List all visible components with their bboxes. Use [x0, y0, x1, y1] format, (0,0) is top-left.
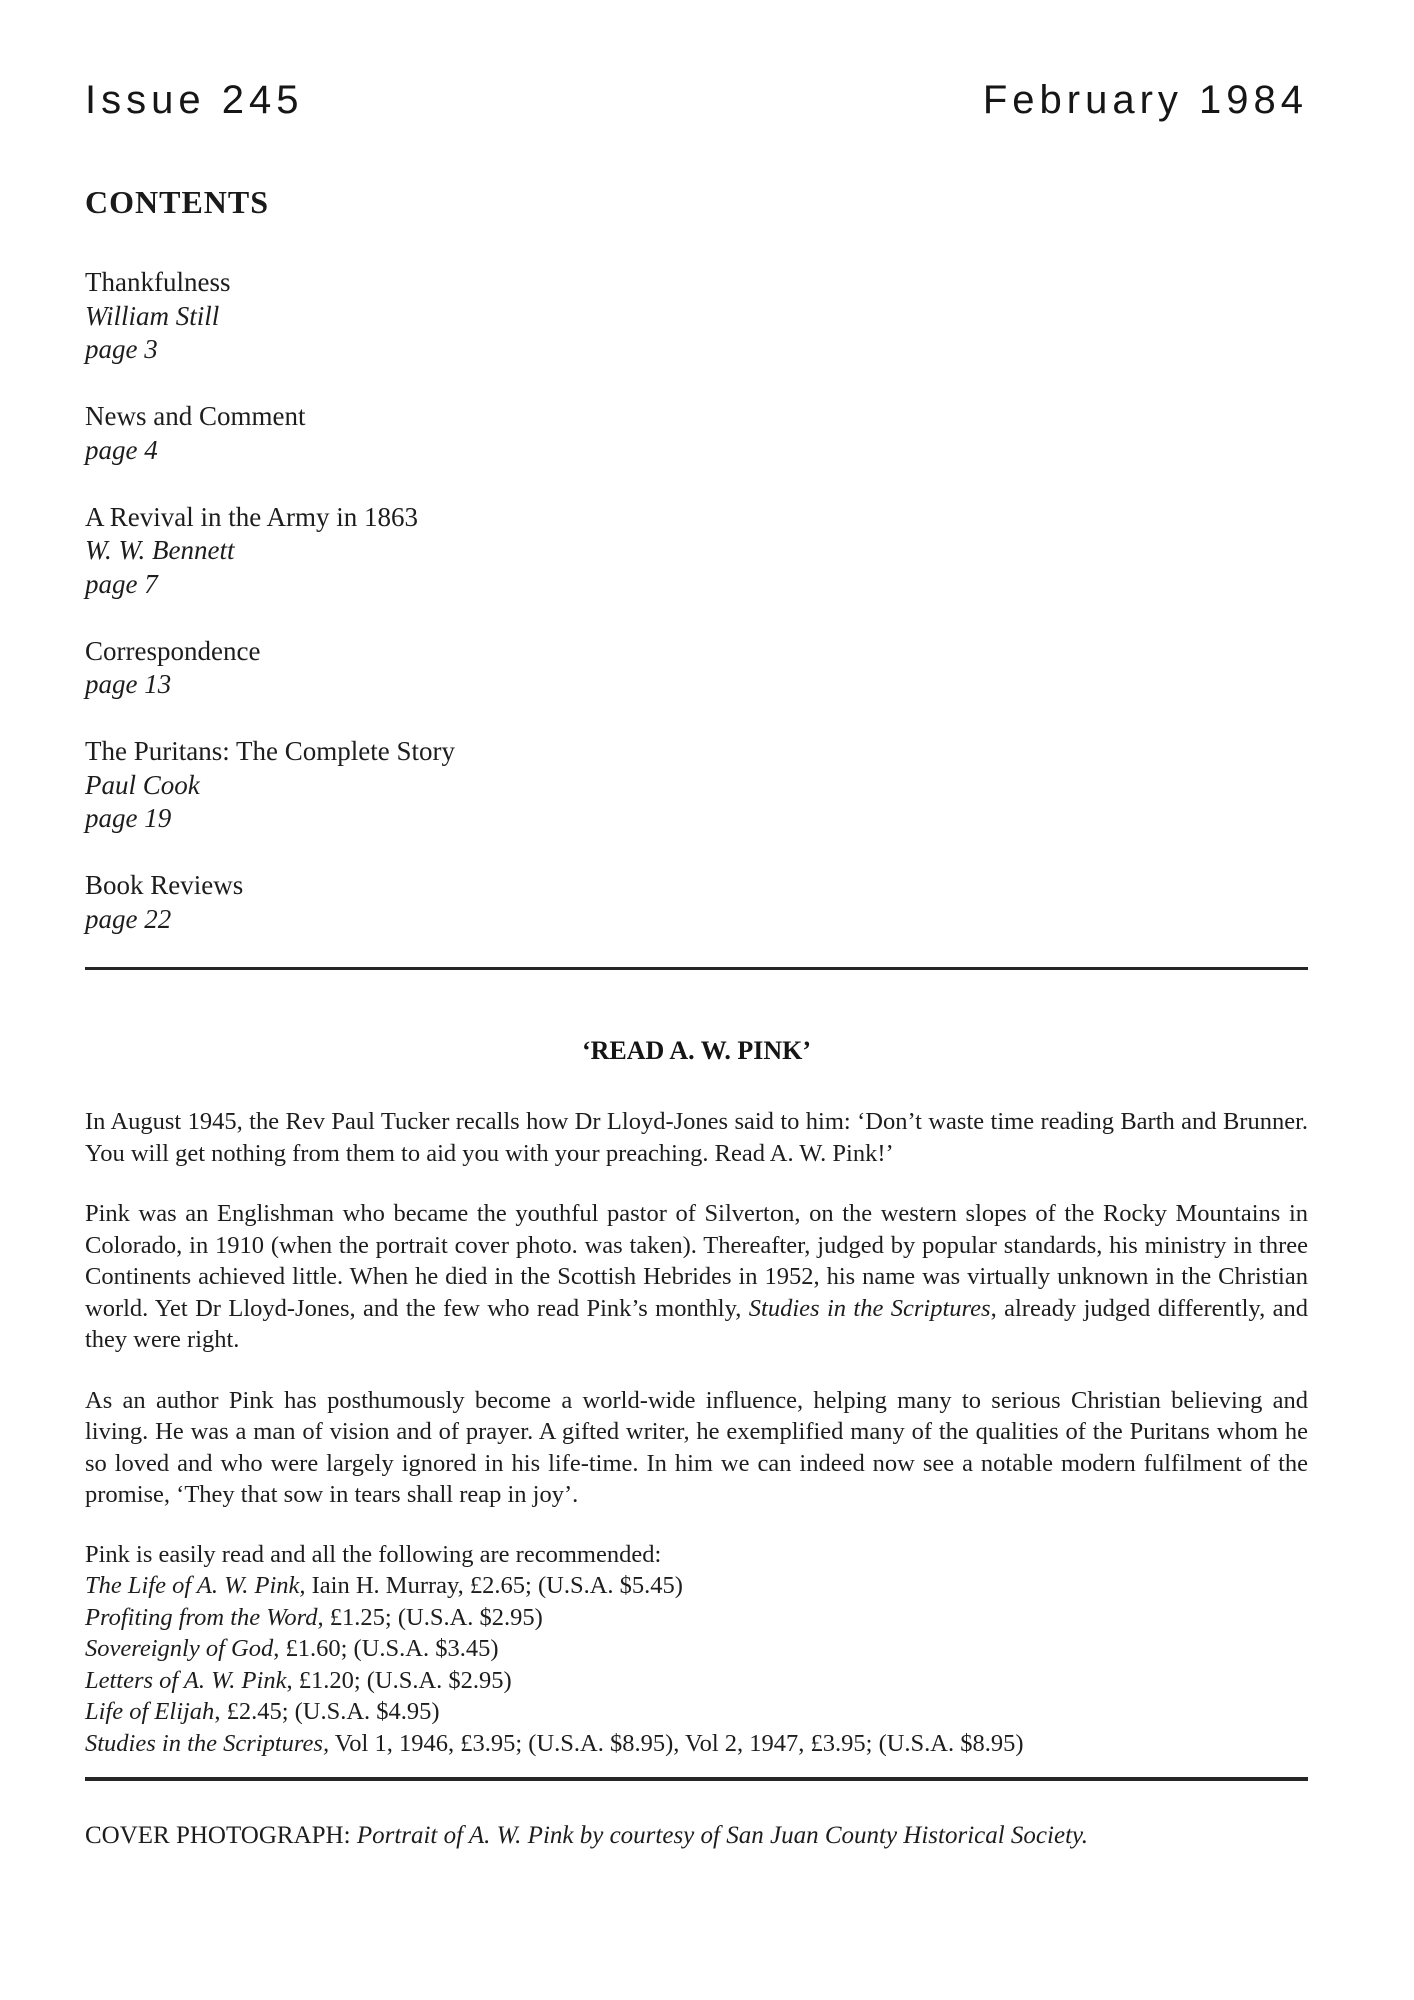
- masthead: [85, 78, 1308, 122]
- toc-entry-author: W. W. Bennett: [85, 535, 235, 565]
- article-paragraph: As an author Pink has posthumously become a world-wide influence, helping many to serious Christian believing and living. He was a man of vision and of prayer. A gifted writer, he exemplified many of the qualities of the Puritans whom he so loved and who were largely ignored in his life-time. In him we can indeed now see a notable modern fulfilment of the promise, ‘They that sow in tears shall reap in joy’.: [85, 1386, 1308, 1508]
- toc-entry: [85, 635, 1308, 702]
- book-item: Letters of A. W. Pink, £1.20; (U.S.A. $2.95): [85, 1666, 512, 1694]
- toc-entry-title: Correspondence: [85, 635, 261, 666]
- book-list-intro: Pink is easily read and all the following are recommended:: [85, 1540, 662, 1568]
- book-item: Life of Elijah, £2.45; (U.S.A. $4.95): [85, 1698, 440, 1725]
- book-item: The Life of A. W. Pink, Iain H. Murray, £2.65; (U.S.A. $5.45): [85, 1572, 683, 1599]
- toc-entry: [85, 501, 1308, 602]
- contents-heading: CONTENTS: [85, 184, 270, 220]
- toc-entry-title: Book Reviews: [85, 870, 244, 900]
- toc-entry-page: page 13: [85, 669, 172, 699]
- divider-rule-bottom: [85, 1777, 1308, 1781]
- book-item: Studies in the Scriptures, Vol 1, 1946, £3.95; (U.S.A. $8.95), Vol 2, 1947, £3.95; (U.S.A. $8.95): [85, 1729, 1024, 1757]
- toc-entry: [85, 400, 1308, 467]
- book-item: Profiting from the Word, £1.25; (U.S.A. $2.95): [85, 1603, 543, 1631]
- toc-entry: [85, 735, 1308, 836]
- toc-entry-title: The Puritans: The Complete Story: [85, 736, 455, 766]
- issue-number: Issue 245: [85, 78, 304, 122]
- book-item: Sovereignly of God, £1.60; (U.S.A. $3.45): [85, 1635, 499, 1662]
- recommended-books-list: [85, 1539, 1308, 1760]
- article-paragraph: In August 1945, the Rev Paul Tucker recalls how Dr Lloyd-Jones said to him: ‘Don’t waste time reading Barth and Brunner. You will get nothing from them to aid you with your preaching. Read A. W. Pink!’: [85, 1108, 1308, 1167]
- issue-date: February 1984: [982, 78, 1308, 122]
- toc-entry-page: page 4: [85, 434, 158, 465]
- cover-photograph-credit: COVER PHOTOGRAPH: Portrait of A. W. Pink by courtesy of San Juan County Historical Society.: [85, 1822, 1088, 1849]
- table-of-contents: [85, 266, 1308, 936]
- article-paragraph: Pink was an Englishman who became the youthful pastor of Silverton, on the western slopes of the Rocky Mountains in Colorado, in 1910 (when the portrait cover photo. was taken). Thereafter, judged by popular standards, his ministry in three Continents achieved little. When he died in the Scottish Hebrides in 1952, his name was virtually unknown in the Christian world. Yet Dr Lloyd-Jones, and the few who read Pink’s monthly, Studies in the Scriptures, already judged differently, and they were right.: [85, 1200, 1308, 1353]
- toc-entry-page: page 3: [85, 334, 158, 364]
- toc-entry-author: Paul Cook: [85, 769, 200, 800]
- toc-entry-page: page 22: [85, 903, 172, 934]
- divider-rule-top: [85, 967, 1308, 970]
- toc-entry: [85, 266, 1308, 367]
- toc-entry-title: News and Comment: [85, 401, 306, 431]
- toc-entry-page: page 19: [85, 803, 172, 833]
- article-heading: ‘READ A. W. PINK’: [582, 1036, 811, 1065]
- toc-entry-title: Thankfulness: [85, 267, 231, 297]
- toc-entry-title: A Revival in the Army in 1863: [85, 501, 418, 532]
- toc-entry: [85, 869, 1308, 936]
- toc-entry-page: page 7: [85, 568, 158, 599]
- toc-entry-author: William Still: [85, 300, 220, 331]
